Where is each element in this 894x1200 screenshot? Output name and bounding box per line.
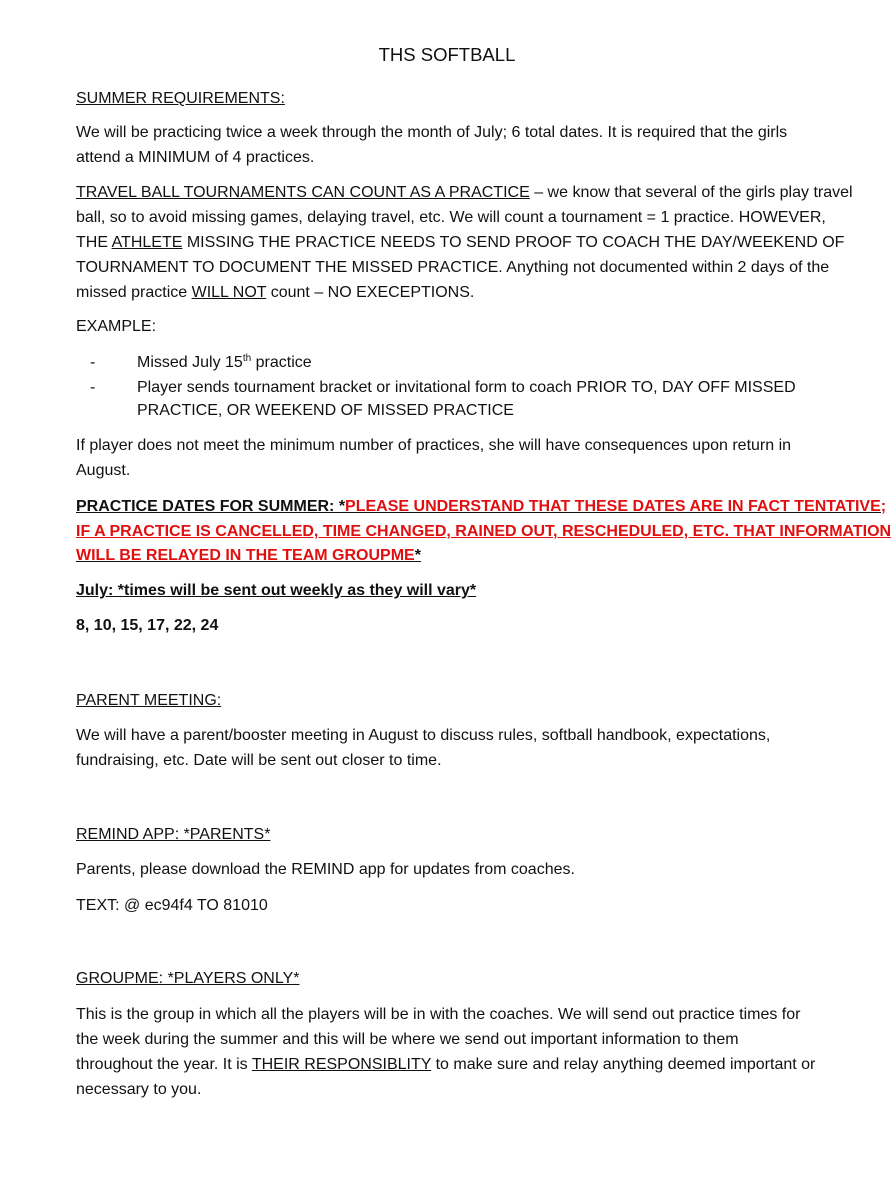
athlete-underlined: ATHLETE [111, 234, 183, 251]
their-responsibility-underlined: THEIR RESPONSIBLITY [251, 1056, 432, 1073]
travel-ball-line: missed practice WILL NOT count – NO EXECEPTIONS. [76, 284, 475, 301]
bullet-item: Missed July 15th practice [137, 353, 312, 371]
remind-text-code: TEXT: @ ec94f4 TO 81010 [76, 897, 268, 914]
bullet-item-continuation: PRACTICE, OR WEEKEND OF MISSED PRACTICE [137, 402, 514, 419]
tentative-warning: PLEASE UNDERSTAND THAT THESE DATES ARE IN FACT TENTATIVE; [345, 498, 887, 515]
bullet-item: Player sends tournament bracket or invitational form to coach PRIOR TO, DAY OFF MISSED [137, 379, 796, 396]
groupme-line: throughout the year. It is THEIR RESPONSIBLITY to make sure and relay anything deemed important or [76, 1056, 816, 1073]
document-title: THS SOFTBALL [378, 44, 516, 65]
remind-app-heading: REMIND APP: *PARENTS* [76, 826, 271, 843]
remind-app-line: Parents, please download the REMIND app for updates from coaches. [76, 861, 575, 878]
groupme-line: the week during the summer and this will be where we send out important information to them [76, 1031, 739, 1048]
parent-meeting-line: fundraising, etc. Date will be sent out closer to time. [76, 752, 442, 769]
bullet-dash: - [90, 354, 96, 371]
summer-paragraph-line: We will be practicing twice a week through the month of July; 6 total dates. It is required that the girls [76, 124, 788, 141]
travel-ball-line: THE ATHLETE MISSING THE PRACTICE NEEDS TO SEND PROOF TO COACH THE DAY/WEEKEND OF [76, 234, 845, 251]
parent-meeting-line: We will have a parent/booster meeting in August to discuss rules, softball handbook, expectations, [76, 727, 771, 744]
summer-paragraph-line: attend a MINIMUM of 4 practices. [76, 149, 315, 166]
travel-ball-line: TOURNAMENT TO DOCUMENT THE MISSED PRACTICE. Anything not documented within 2 days of the [76, 259, 830, 276]
travel-ball-line: TRAVEL BALL TOURNAMENTS CAN COUNT AS A PRACTICE – we know that several of the girls play travel [76, 184, 853, 201]
practice-dates-line [76, 494, 886, 519]
tentative-warning-line: IF A PRACTICE IS CANCELLED, TIME CHANGED, RAINED OUT, RESCHEDULED, ETC. THAT INFORMATION [76, 523, 892, 540]
consequence-line: If player does not meet the minimum number of practices, she will have consequences upon return in [76, 437, 792, 454]
groupme-heading: GROUPME: *PLAYERS ONLY* [76, 970, 300, 987]
travel-ball-line: ball, so to avoid missing games, delaying travel, etc. We will count a tournament = 1 practice. HOWEVER, [76, 209, 826, 226]
will-not-underlined: WILL NOT [191, 284, 267, 301]
consequence-line: August. [76, 462, 131, 479]
groupme-line: necessary to you. [76, 1081, 202, 1098]
parent-meeting-heading: PARENT MEETING: [76, 692, 222, 709]
travel-ball-heading: TRAVEL BALL TOURNAMENTS CAN COUNT AS A PRACTICE [76, 184, 530, 201]
example-label: EXAMPLE: [76, 318, 157, 335]
july-times-note: July: *times will be sent out weekly as they will vary* [76, 582, 477, 599]
practice-dates-heading: PRACTICE DATES FOR SUMMER: * [76, 498, 346, 515]
practice-dates-list: 8, 10, 15, 17, 22, 24 [76, 617, 219, 634]
bullet-dash: - [90, 379, 96, 396]
tentative-warning-line: WILL BE RELAYED IN THE TEAM GROUPME* [76, 547, 421, 564]
groupme-line: This is the group in which all the players will be in with the coaches. We will send out practice times for [76, 1006, 801, 1023]
summer-requirements-heading: SUMMER REQUIREMENTS: [76, 90, 285, 107]
